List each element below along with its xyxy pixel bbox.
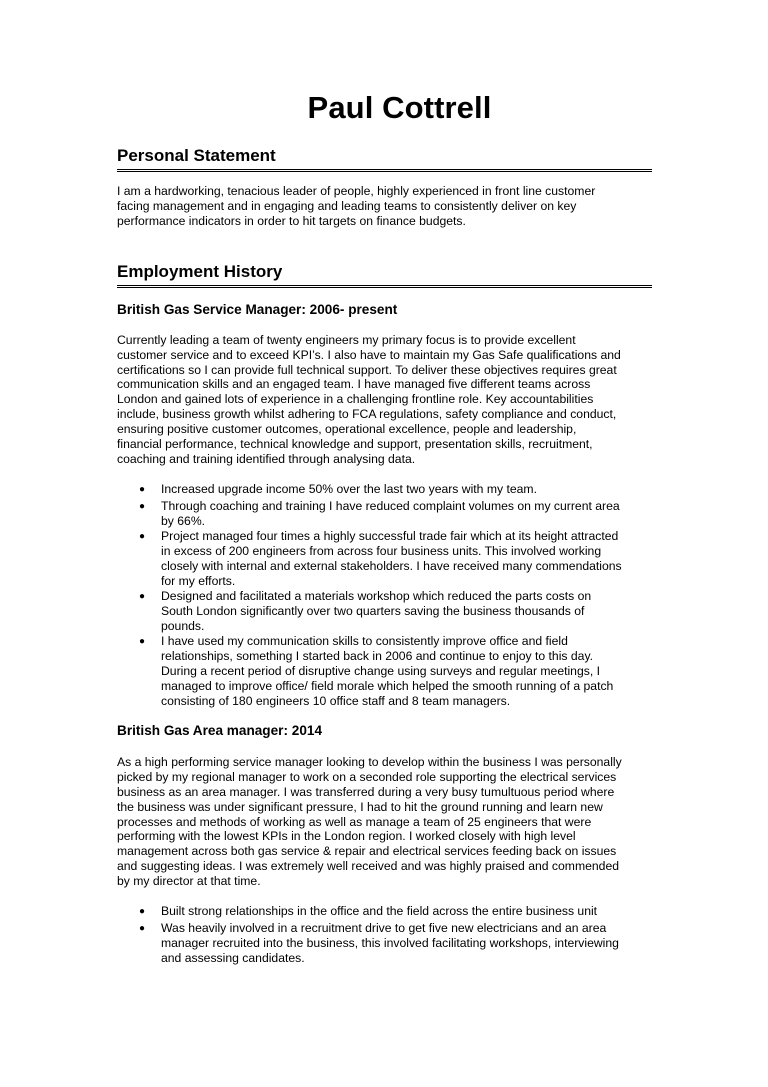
candidate-name: Paul Cottrell	[307, 90, 492, 125]
bullet-icon: ●	[139, 530, 146, 542]
text-line: London and gained lots of experience in a challenging frontline role. Key accountabilities	[117, 392, 594, 407]
text-line: I have used my communication skills to consistently improve office and field	[161, 633, 568, 648]
text-line: processes and methods of working as well as manage a team of 25 engineers that were	[117, 814, 592, 829]
section-divider	[117, 169, 652, 172]
bullet-icon: ●	[139, 923, 146, 935]
text-line: pounds.	[161, 618, 205, 633]
text-line: consisting of 180 engineers 10 office staff and 8 team managers.	[161, 693, 511, 708]
bullet-icon: ●	[139, 635, 146, 647]
job-heading: British Gas Service Manager: 2006- present	[117, 301, 398, 317]
text-line: customer service and to exceed KPI’s. I also have to maintain my Gas Safe qualifications and	[117, 347, 621, 362]
text-line: Designed and facilitated a materials workshop which reduced the parts costs on	[161, 588, 592, 603]
list-item	[117, 482, 652, 497]
personal-statement-section	[117, 146, 652, 229]
text-line: During a recent period of disruptive change using surveys and regular meetings, I	[161, 663, 600, 678]
text-line: Increased upgrade income 50% over the last two years with my team.	[161, 481, 537, 496]
text-line: and assessing candidates.	[161, 951, 305, 966]
achievement-list	[117, 482, 652, 709]
text-line: communication skills and an engaged team. I have managed five different teams across	[117, 377, 591, 392]
text-line: coaching and training identified through analysing data.	[117, 451, 416, 466]
section-title-employment-history: Employment History	[117, 261, 283, 281]
text-line: relationships, something I started back in 2006 and continue to enjoy to this day.	[161, 648, 594, 663]
text-line: manager recruited into the business, this involved facilitating workshops, interviewing	[161, 936, 619, 951]
bullet-icon: ●	[139, 906, 146, 918]
text-line: performing with the lowest KPIs in the London region. I worked closely with high level	[117, 829, 576, 844]
achievement-list	[117, 904, 652, 966]
job-heading: British Gas Area manager: 2014	[117, 722, 323, 738]
text-line: the business was under significant pressure, I had to hit the ground running and learn new	[117, 799, 603, 814]
text-line: by my director at that time.	[117, 874, 261, 889]
job-description	[117, 755, 652, 889]
text-line: for my efforts.	[161, 573, 236, 588]
text-line: Built strong relationships in the office and the field across the entire business unit	[161, 904, 598, 919]
job-entry	[117, 722, 652, 966]
list-item	[117, 921, 652, 966]
text-line: certifications so I can provide full technical support. To deliver these objectives requires great	[117, 362, 617, 377]
bullet-icon: ●	[139, 483, 146, 495]
text-line: include, business growth whilst adhering to FCA regulations, safety compliance and conduct,	[117, 407, 617, 422]
text-line: ensuring positive customer outcomes, operational excellence, people and leadership,	[117, 422, 577, 437]
list-item	[117, 499, 652, 529]
list-item	[117, 529, 652, 589]
job-entry	[117, 301, 652, 709]
text-line: Project managed four times a highly successful trade fair which at its height attracted	[161, 528, 619, 543]
text-line: closely with internal and external stakeholders. I have received many commendations	[161, 558, 622, 573]
section-divider	[117, 285, 652, 288]
text-line: facing management and in engaging and leading teams to consistently deliver on key	[117, 198, 577, 213]
text-line: Through coaching and training I have reduced complaint volumes on my current area	[161, 498, 620, 513]
text-line: performance indicators in order to hit targets on finance budgets.	[117, 213, 466, 228]
text-line: and suggesting ideas. I was extremely well received and was highly praised and commended	[117, 859, 619, 874]
employment-history-section	[117, 262, 652, 966]
text-line: I am a hardworking, tenacious leader of people, highly experienced in front line customer	[117, 184, 596, 198]
text-line: management across both gas service & repair and electrical services feeding back on issues	[117, 844, 617, 859]
text-line: in excess of 200 engineers from across four business units. This involved working	[161, 543, 602, 558]
bullet-icon: ●	[139, 590, 146, 602]
list-item	[117, 904, 652, 919]
text-line: by 66%.	[161, 513, 206, 528]
list-item	[117, 589, 652, 634]
text-line: business as an area manager. I was transferred during a very busy tumultuous period where	[117, 784, 615, 799]
text-line: financial performance, technical knowledge and support, presentation skills, recruitment,	[117, 437, 593, 452]
text-line: picked by my regional manager to work on a seconded role supporting the electrical services	[117, 769, 617, 784]
personal-statement-text	[117, 184, 652, 229]
text-line: Currently leading a team of twenty engineers my primary focus is to provide excellent	[117, 332, 576, 347]
text-line: managed to improve office/ field morale which helped the smooth running of a patch	[161, 678, 614, 693]
bullet-icon: ●	[139, 500, 146, 512]
text-line: Was heavily involved in a recruitment drive to get five new electricians and an area	[161, 921, 607, 936]
job-description	[117, 333, 652, 467]
text-line: South London significantly over two quarters saving the business thousands of	[161, 603, 585, 618]
text-line: As a high performing service manager looking to develop within the business I was personally	[117, 754, 622, 769]
list-item	[117, 634, 652, 709]
section-title-personal-statement: Personal Statement	[117, 146, 276, 165]
